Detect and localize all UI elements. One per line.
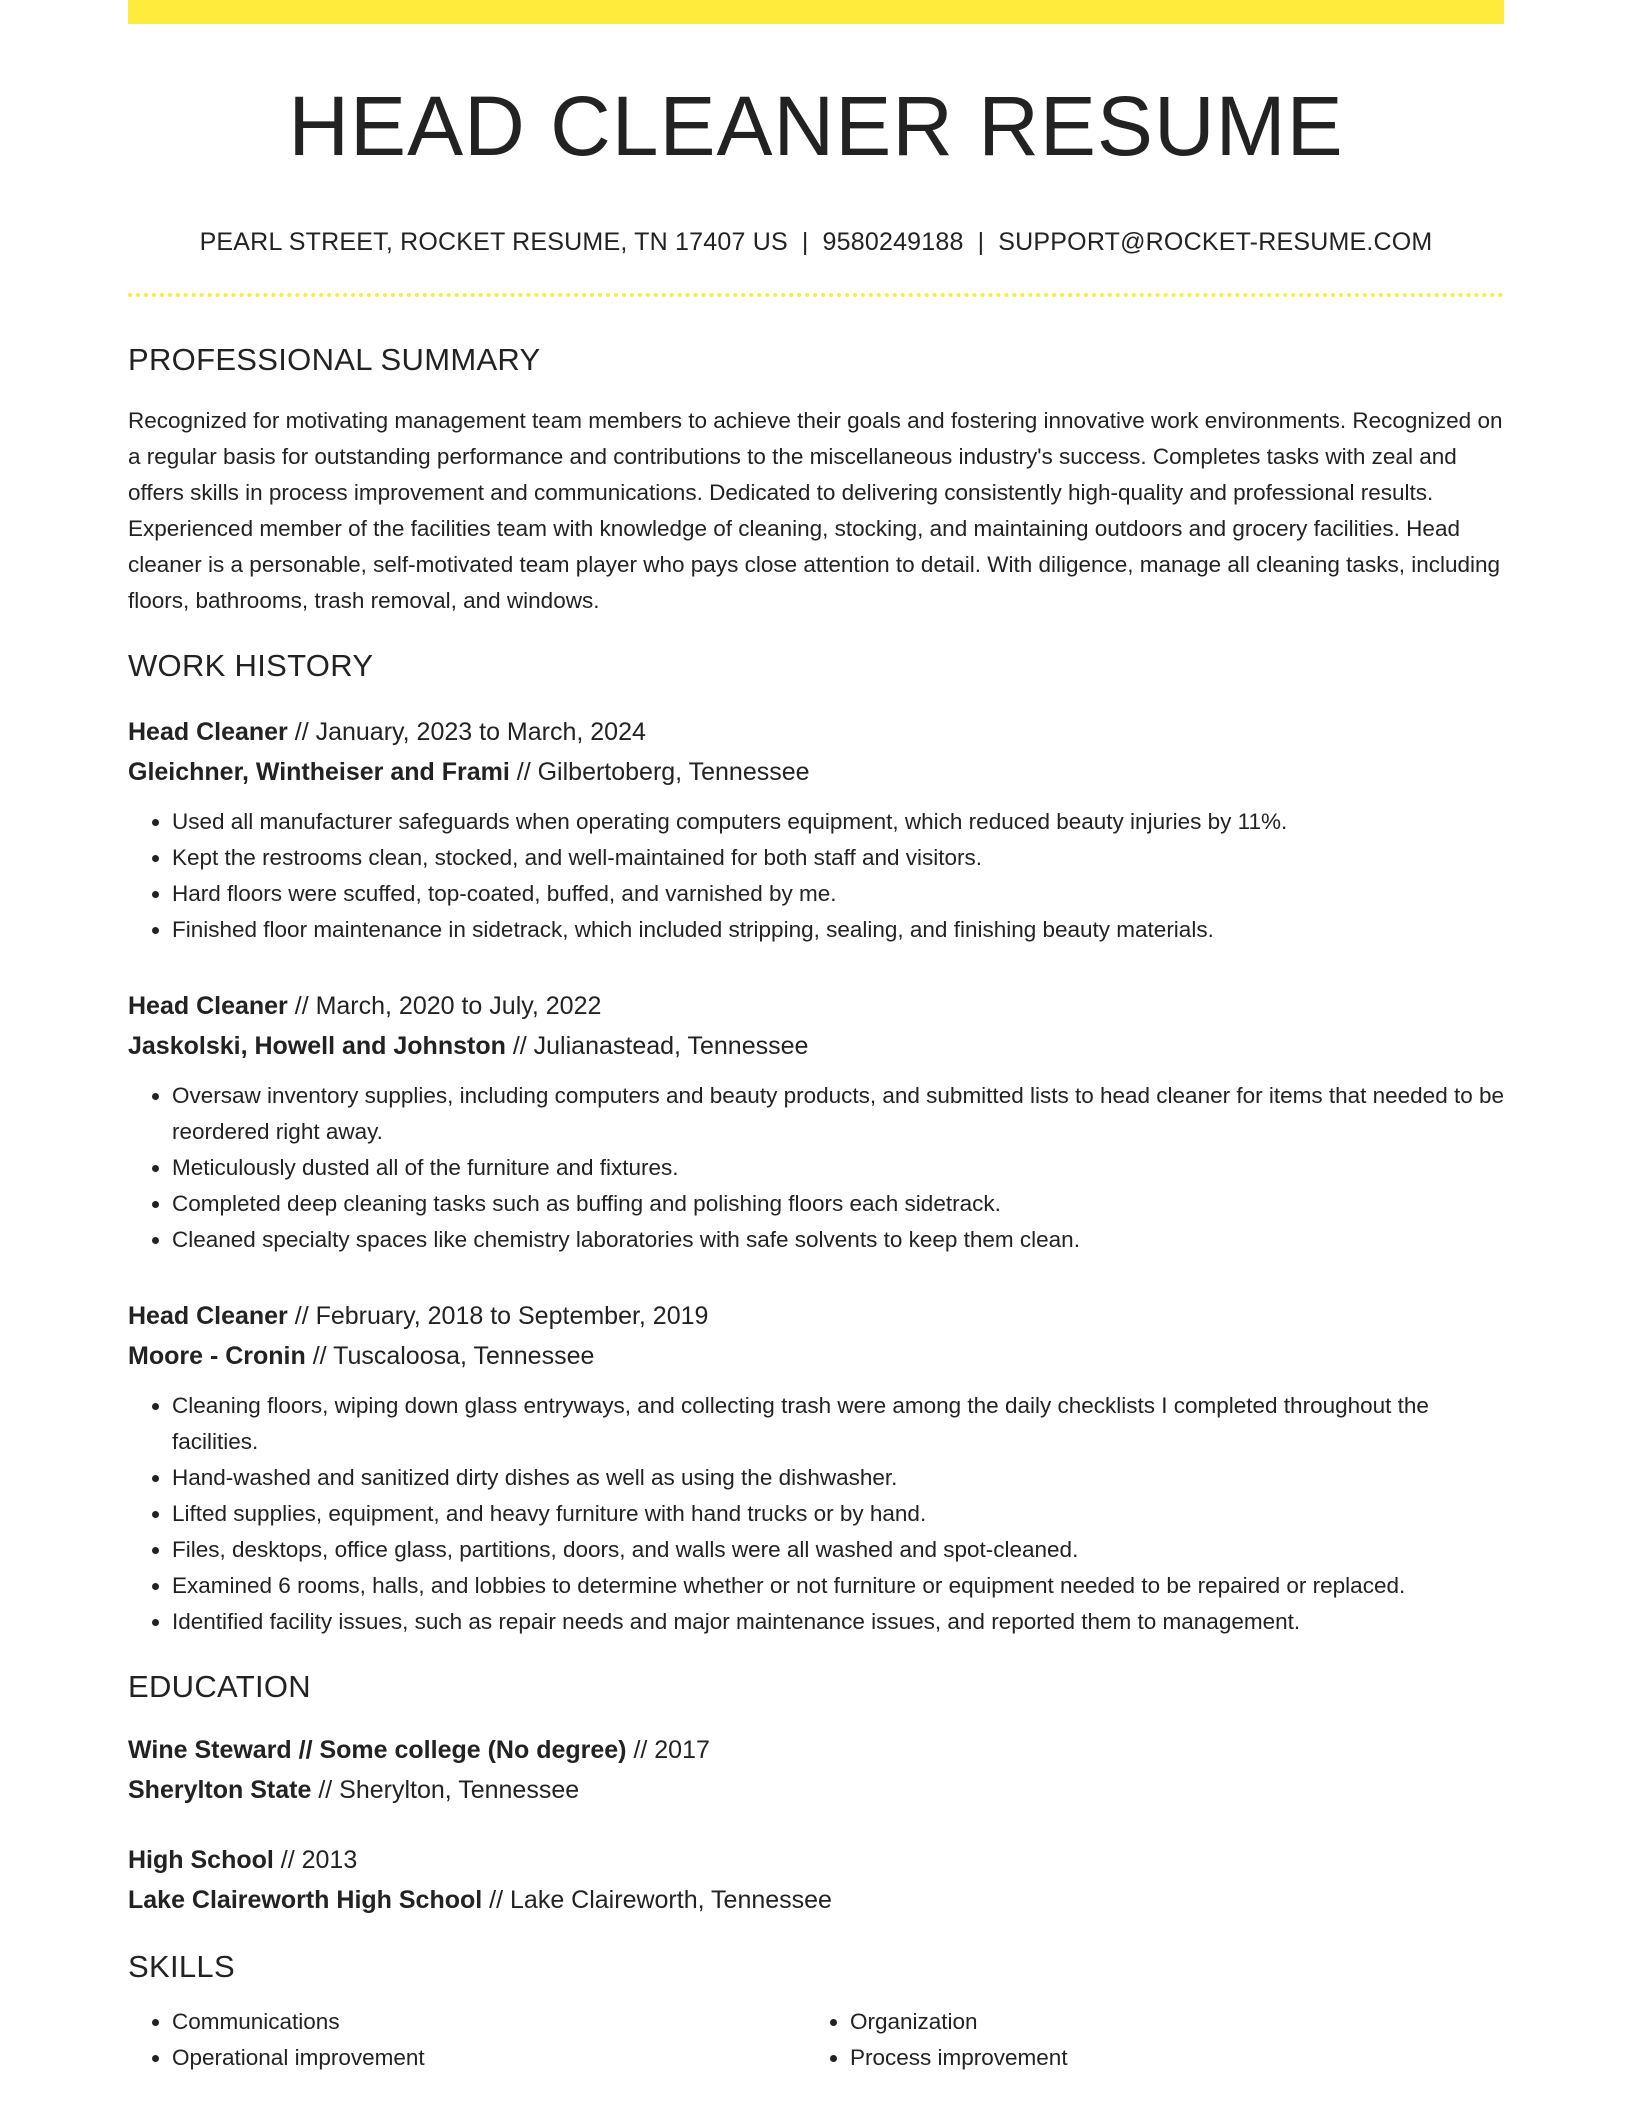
skill-item: • Organization (850, 2004, 1484, 2040)
education-school-line (128, 1880, 1504, 1920)
job-bullet: • Used all manufacturer safeguards when operating computers equipment, which reduced beauty injuries by 11%. (172, 804, 1504, 840)
job-dates: // February, 2018 to September, 2019 (287, 1301, 709, 1330)
education-school: Lake Claireworth High School (128, 1885, 483, 1914)
work-history-heading: WORK HISTORY (128, 648, 374, 684)
job-company-line (128, 752, 1504, 792)
job-title-line (128, 986, 1504, 1026)
job-bullet: • Hand-washed and sanitized dirty dishes as well as using the dishwasher. (172, 1460, 1504, 1496)
job-entry (128, 712, 1504, 948)
education-entry (128, 1730, 1504, 1810)
job-company: Jaskolski, Howell and Johnston (128, 1031, 506, 1060)
education-school: Sherylton State (128, 1775, 312, 1804)
contact-line (128, 228, 1504, 257)
education-year: // 2017 (626, 1735, 710, 1764)
contact-phone: 9580249188 (822, 228, 964, 257)
job-dates: // March, 2020 to July, 2022 (287, 991, 602, 1020)
contact-separator: | (801, 228, 809, 257)
job-location: // Tuscaloosa, Tennessee (305, 1341, 595, 1370)
job-bullets (128, 1078, 1504, 1258)
skill-item: • Operational improvement (172, 2040, 806, 2076)
header-divider (128, 293, 1504, 297)
job-bullet: • Examined 6 rooms, halls, and lobbies to determine whether or not furniture or equipment needed to be repaired or replaced. (172, 1568, 1504, 1604)
skill-item: • Communications (172, 2004, 806, 2040)
skills-column-right (806, 2004, 1484, 2076)
education-location: // Lake Claireworth, Tennessee (482, 1885, 832, 1914)
job-bullet: • Kept the restrooms clean, stocked, and well-maintained for both staff and visitors. (172, 840, 1504, 876)
education-degree-line (128, 1730, 1504, 1770)
job-dates: // January, 2023 to March, 2024 (287, 717, 646, 746)
job-bullets (128, 804, 1504, 948)
job-entry (128, 1296, 1504, 1640)
page-title: HEAD CLEANER RESUME (288, 79, 1344, 173)
job-bullet: • Lifted supplies, equipment, and heavy furniture with hand trucks or by hand. (172, 1496, 1504, 1532)
job-location: // Gilbertoberg, Tennessee (509, 757, 810, 786)
skills-heading: SKILLS (128, 1948, 235, 1984)
job-bullet: • Files, desktops, office glass, partitions, doors, and walls were all washed and spot-cleaned. (172, 1532, 1504, 1568)
job-title: Head Cleaner (128, 991, 288, 1020)
contact-separator: | (977, 228, 985, 257)
education-entry (128, 1840, 1504, 1920)
job-bullet: • Meticulously dusted all of the furniture and fixtures. (172, 1150, 1504, 1186)
contact-address: PEARL STREET, ROCKET RESUME, TN 17407 US (199, 228, 788, 257)
top-accent-bar (128, 0, 1504, 24)
job-bullet: • Cleaned specialty spaces like chemistry laboratories with safe solvents to keep them clean. (172, 1222, 1504, 1258)
job-company-line (128, 1026, 1504, 1066)
education-degree-line (128, 1840, 1504, 1880)
job-bullet: • Oversaw inventory supplies, including computers and beauty products, and submitted lists to head cleaner for items that needed to be reordered right away. (172, 1078, 1504, 1150)
education-heading: EDUCATION (128, 1668, 311, 1704)
summary-heading: PROFESSIONAL SUMMARY (128, 342, 541, 378)
job-bullet: • Completed deep cleaning tasks such as buffing and polishing floors each sidetrack. (172, 1186, 1504, 1222)
job-title-line (128, 1296, 1504, 1336)
job-bullet: • Hard floors were scuffed, top-coated, buffed, and varnished by me. (172, 876, 1504, 912)
job-company: Gleichner, Wintheiser and Frami (128, 757, 510, 786)
education-location: // Sherylton, Tennessee (311, 1775, 580, 1804)
summary-text: Recognized for motivating management team members to achieve their goals and fostering innovative work environments. Recognized on a regular basis for outstanding performance and contributions to the miscellaneous industry's success. Completes tasks with zeal and offers skills in process improvement and communications. Dedicated to delivering consistently high-quality and professional results. Experienced member of the facilities team with knowledge of cleaning, stocking, and maintaining outdoors and grocery facilities. Head cleaner is a personable, self-motivated team player who pays close attention to detail. With diligence, manage all cleaning tasks, including floors, bathrooms, trash removal, and windows. (128, 408, 1503, 614)
education-year: // 2013 (273, 1845, 358, 1874)
job-location: // Julianastead, Tennessee (505, 1031, 809, 1060)
skills-column-left (128, 2004, 806, 2076)
job-title: Head Cleaner (128, 717, 288, 746)
resume-page (128, 0, 1504, 2076)
job-company: Moore - Cronin (128, 1341, 306, 1370)
education-degree: High School (128, 1845, 274, 1874)
job-bullet: • Identified facility issues, such as repair needs and major maintenance issues, and reported them to management. (172, 1604, 1504, 1640)
job-entry (128, 986, 1504, 1258)
skills-list (128, 2004, 1504, 2076)
education-school-line (128, 1770, 1504, 1810)
skill-item: • Process improvement (850, 2040, 1484, 2076)
job-title: Head Cleaner (128, 1301, 288, 1330)
job-company-line (128, 1336, 1504, 1376)
job-title-line (128, 712, 1504, 752)
education-degree: Wine Steward // Some college (No degree) (128, 1735, 627, 1764)
contact-email: SUPPORT@ROCKET-RESUME.COM (998, 228, 1433, 257)
job-bullets (128, 1388, 1504, 1640)
job-bullet: • Cleaning floors, wiping down glass entryways, and collecting trash were among the daily checklists I completed throughout the facilities. (172, 1388, 1504, 1460)
job-bullet: • Finished floor maintenance in sidetrack, which included stripping, sealing, and finishing beauty materials. (172, 912, 1504, 948)
